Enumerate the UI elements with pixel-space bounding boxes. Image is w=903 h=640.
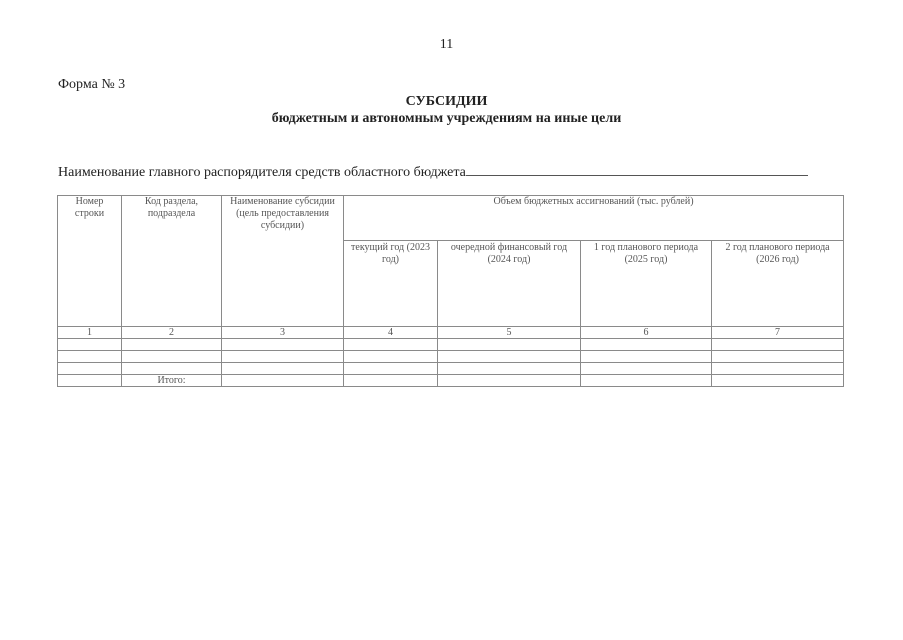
document-title: СУБСИДИИ [405,94,488,109]
header-row [58,196,844,241]
table-cell [122,351,222,363]
table-cell [222,339,344,351]
table-cell [222,363,344,375]
table-cell [438,339,581,351]
header-row-number: Номер строки [58,196,122,327]
column-number: 4 [344,327,438,339]
form-label: Форма № 3 [58,77,126,92]
column-number: 1 [58,327,122,339]
header-plan-year-2: 2 год планового периода (2026 год) [712,241,844,327]
table-cell [222,375,344,387]
distributor-label: Наименование главного распорядителя средств областного бюджета [58,165,466,180]
header-section-code: Код раздела, подраздела [122,196,222,327]
header-subsidy-name: Наименование субсидии (цель предоставления субсидии) [222,196,344,327]
column-number: 5 [438,327,581,339]
table-cell [122,339,222,351]
table-cell [58,375,122,387]
table-cell [344,375,438,387]
document-subtitle: бюджетным и автономным учреждениям на иные цели [271,111,622,126]
header-budget-volume: Объем бюджетных ассигнований (тыс. рублей) [344,196,844,241]
table-cell [581,339,712,351]
table-cell [581,375,712,387]
header-plan-year-1: 1 год планового периода (2025 год) [581,241,712,327]
total-label: Итого: [122,375,222,387]
column-number: 3 [222,327,344,339]
header-next-year: очередной финансовый год (2024 год) [438,241,581,327]
table-cell [438,351,581,363]
table-cell [58,363,122,375]
table-cell [712,363,844,375]
column-number-row [58,327,844,339]
distributor-blank [466,163,808,176]
table-cell [438,375,581,387]
table-cell [712,351,844,363]
table-cell [58,351,122,363]
page-number: 11 [439,37,454,52]
table-cell [122,363,222,375]
table-cell [712,339,844,351]
subsidy-table [57,195,844,387]
column-number: 2 [122,327,222,339]
table-cell [344,363,438,375]
column-number: 6 [581,327,712,339]
table-cell [344,339,438,351]
table-cell [58,339,122,351]
table-row [58,351,844,363]
table-row [58,339,844,351]
table-cell [222,351,344,363]
total-row [58,375,844,387]
distributor-line [58,163,808,181]
table-cell [344,351,438,363]
table-row [58,363,844,375]
table-cell [581,363,712,375]
table-cell [438,363,581,375]
table-cell [581,351,712,363]
table-cell [712,375,844,387]
header-current-year: текущий год (2023 год) [344,241,438,327]
column-number: 7 [712,327,844,339]
